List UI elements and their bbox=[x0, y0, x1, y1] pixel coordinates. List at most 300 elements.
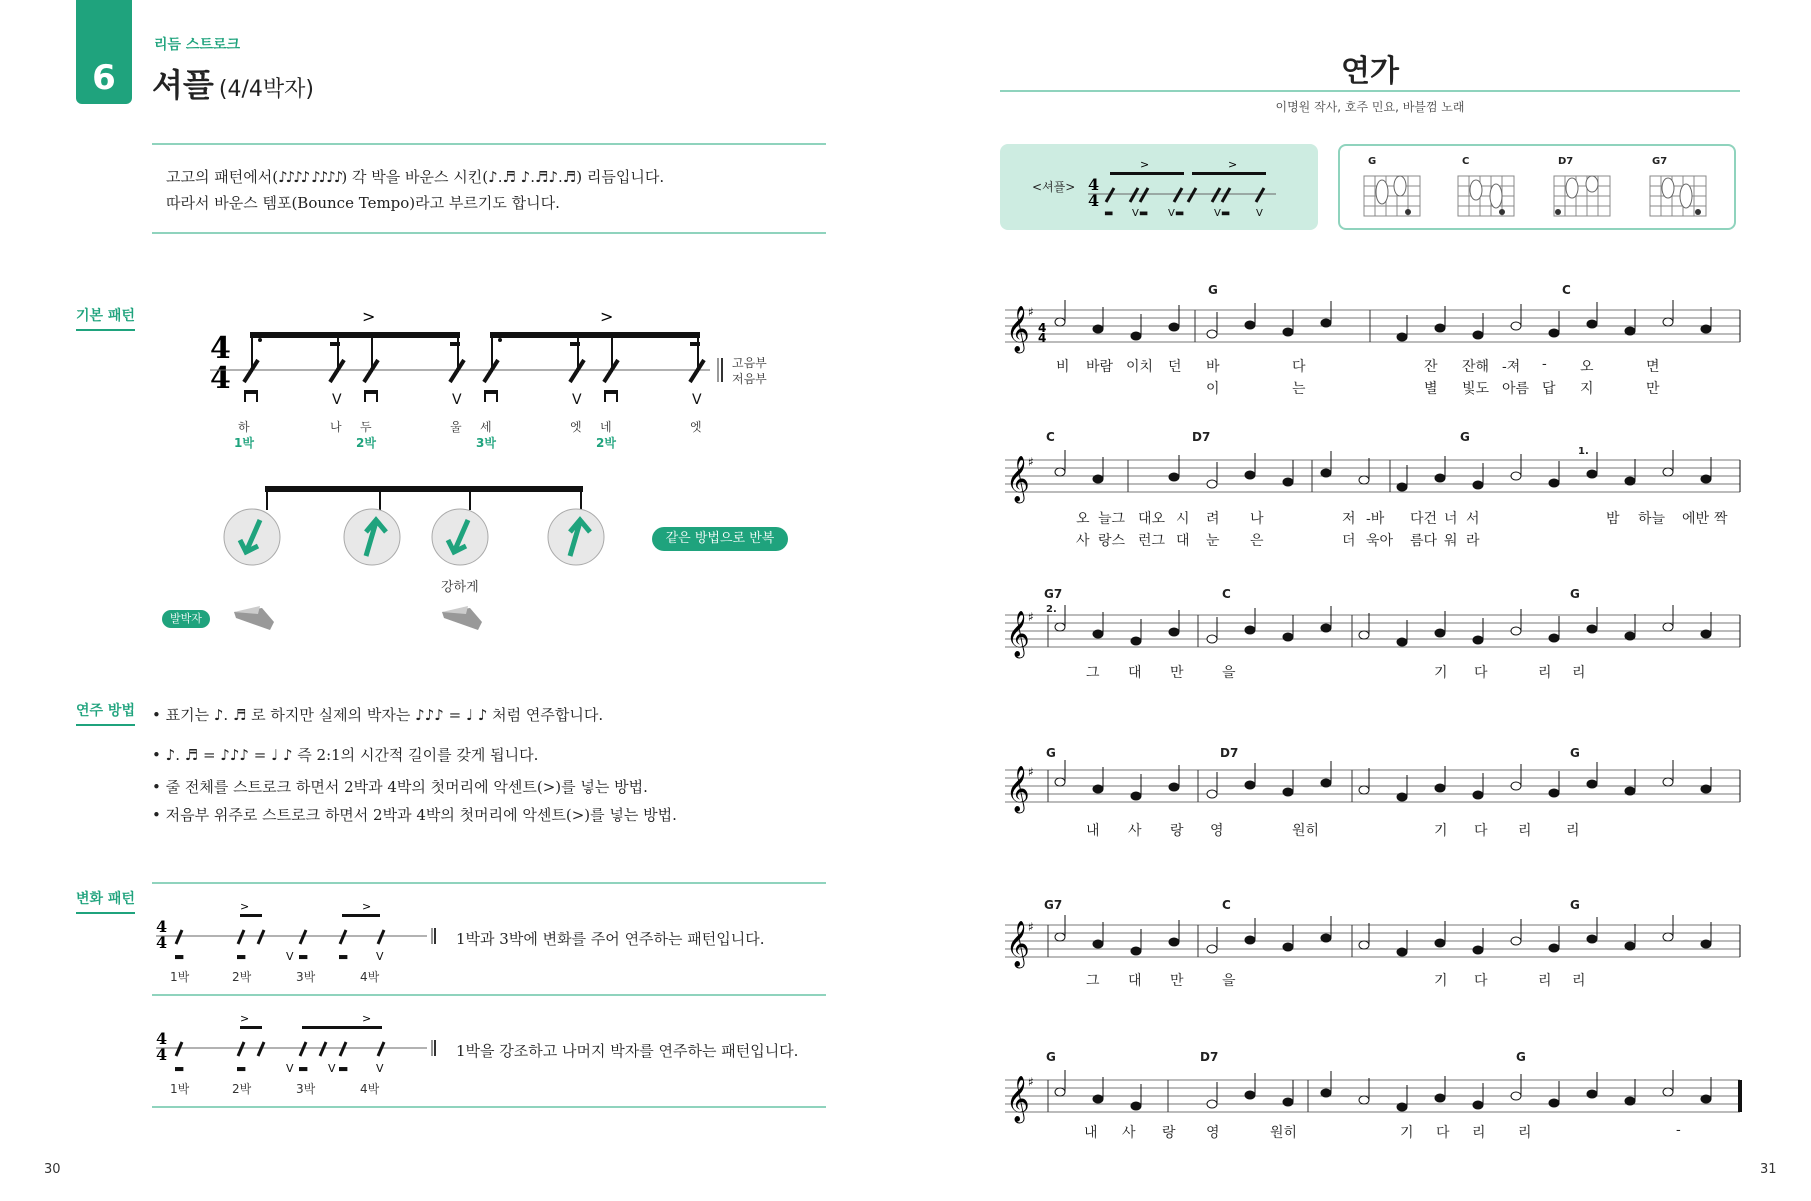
lyric-syllable: 다 bbox=[1474, 823, 1488, 839]
lyric-syllable: 눈 bbox=[1206, 533, 1220, 549]
note bbox=[1093, 785, 1103, 793]
svg-text:V▬: V▬ bbox=[1132, 208, 1149, 219]
svg-text:♯: ♯ bbox=[1028, 1075, 1034, 1089]
note bbox=[1131, 1102, 1141, 1110]
treble-clef-icon: 𝄞 bbox=[1006, 611, 1030, 657]
lyric-syllable: 대 bbox=[1176, 533, 1190, 549]
note bbox=[1321, 319, 1331, 327]
svg-text:V▬: V▬ bbox=[1214, 208, 1231, 219]
note bbox=[1207, 790, 1217, 798]
note bbox=[1245, 936, 1255, 944]
lyric-syllable: 오 bbox=[1076, 511, 1090, 527]
lyric-syllable: 서 bbox=[1466, 511, 1480, 527]
note bbox=[1473, 1101, 1483, 1109]
treble-clef-icon: 𝄞 bbox=[1006, 456, 1030, 502]
variation-desc-2: 1박을 강조하고 나머지 박자를 연주하는 패턴입니다. bbox=[456, 1042, 799, 1060]
score bbox=[1000, 280, 1745, 1140]
svg-text:>: > bbox=[600, 307, 614, 326]
lyric-syllable: 면 bbox=[1646, 359, 1660, 375]
repeat-badge: 같은 방법으로 반복 bbox=[652, 527, 788, 551]
method-item-3: • 줄 전체를 스트로크 하면서 2박과 4박의 첫머리에 악센트(>)를 넣는 방법. bbox=[152, 778, 648, 796]
note bbox=[1663, 933, 1673, 941]
lyric-syllable: 기 bbox=[1400, 1125, 1414, 1141]
var2-beat-2: 2박 bbox=[232, 1082, 252, 1096]
note bbox=[1283, 478, 1293, 486]
accent-note: 강하게 bbox=[441, 580, 479, 595]
note bbox=[1207, 1100, 1217, 1108]
lyric-syllable: 만 bbox=[1170, 973, 1184, 989]
count-6: 엣 bbox=[570, 420, 582, 434]
lyric-syllable: 라 bbox=[1466, 533, 1480, 549]
lyric-syllable: 저 bbox=[1342, 511, 1356, 527]
intro-line1: 고고의 패턴에서(♪♪♪♪ ♪♪♪♪) 각 박을 바운스 시킨(♪.♬ ♪.♬♪.♬) 리듬입니다. bbox=[166, 168, 665, 186]
lyric-syllable: 늘그 bbox=[1098, 511, 1126, 527]
lyric-syllable: 대 bbox=[1128, 665, 1142, 681]
lyric-syllable: 는 bbox=[1292, 381, 1306, 397]
note bbox=[1169, 473, 1179, 481]
lyric-syllable: 은 bbox=[1250, 533, 1264, 549]
note bbox=[1321, 1089, 1331, 1097]
lyric-syllable: 너 bbox=[1444, 511, 1458, 527]
lyric-syllable: 잔 bbox=[1424, 359, 1438, 375]
note bbox=[1169, 938, 1179, 946]
sys5-chord-2: C bbox=[1222, 898, 1231, 912]
note bbox=[1321, 624, 1331, 632]
note bbox=[1245, 321, 1255, 329]
lyric-syllable: 사 bbox=[1076, 533, 1090, 549]
note bbox=[1511, 472, 1521, 480]
var1-beat-3: 3박 bbox=[296, 970, 316, 984]
svg-text:>: > bbox=[1228, 158, 1238, 171]
note bbox=[1663, 468, 1673, 476]
lyric-syllable: 만 bbox=[1646, 381, 1660, 397]
note bbox=[1701, 630, 1711, 638]
svg-text:♯: ♯ bbox=[1028, 920, 1034, 934]
note bbox=[1283, 328, 1293, 336]
lyric-syllable: 을 bbox=[1222, 973, 1236, 989]
lyric-syllable: 기 bbox=[1434, 823, 1448, 839]
svg-text:V: V bbox=[452, 392, 462, 408]
lyric-syllable: 런그 bbox=[1138, 533, 1166, 549]
note bbox=[1321, 779, 1331, 787]
svg-text:▬: ▬ bbox=[298, 950, 309, 963]
note bbox=[1663, 778, 1673, 786]
lyric-syllable: 리 bbox=[1538, 973, 1552, 989]
lyric-syllable: 리 bbox=[1518, 823, 1532, 839]
shoe-icon bbox=[232, 602, 276, 632]
lyric-syllable: 내 bbox=[1086, 823, 1100, 839]
lyric-syllable: 지 bbox=[1580, 381, 1594, 397]
variation-label: 변화 패턴 bbox=[76, 888, 135, 908]
note bbox=[1549, 789, 1559, 797]
lyric-syllable: 려 bbox=[1206, 511, 1220, 527]
lyric-syllable: 원히 bbox=[1292, 823, 1320, 839]
lyric-syllable: 기 bbox=[1434, 665, 1448, 681]
lyric-syllable: 바 bbox=[1206, 359, 1220, 375]
svg-text:4: 4 bbox=[156, 1045, 168, 1064]
lyric-syllable: 리 bbox=[1472, 1125, 1486, 1141]
note bbox=[1663, 1088, 1673, 1096]
note bbox=[1093, 940, 1103, 948]
beat-4: 2박 bbox=[596, 436, 616, 450]
sys2-chord-1: C bbox=[1046, 430, 1055, 444]
lyric-syllable: 답 bbox=[1542, 381, 1556, 397]
note bbox=[1625, 477, 1635, 485]
lyric-syllable: 다 bbox=[1436, 1125, 1450, 1141]
note bbox=[1435, 324, 1445, 332]
note bbox=[1701, 785, 1711, 793]
note bbox=[1549, 479, 1559, 487]
note bbox=[1397, 793, 1407, 801]
lyric-syllable: 사 bbox=[1122, 1125, 1136, 1141]
method-item-1: • 표기는 ♪. ♬ 로 하지만 실제의 박자는 ♪♪♪ = ♩ ♪ 처럼 연주합니다. bbox=[152, 706, 604, 724]
beat-3: 3박 bbox=[476, 436, 496, 450]
note bbox=[1321, 469, 1331, 477]
note bbox=[1245, 781, 1255, 789]
lyric-syllable: 워 bbox=[1444, 533, 1458, 549]
beat-2: 2박 bbox=[356, 436, 376, 450]
lyric-syllable: 원히 bbox=[1270, 1125, 1298, 1141]
staff-label-high: 고음부 bbox=[732, 356, 767, 370]
sys2-chord-3: G bbox=[1460, 430, 1470, 444]
lyric-syllable: 다 bbox=[1292, 359, 1306, 375]
note bbox=[1701, 325, 1711, 333]
var1-beat-4: 4박 bbox=[360, 970, 380, 984]
lyric-syllable: 대오 bbox=[1138, 511, 1166, 527]
svg-text:▬: ▬ bbox=[174, 1062, 185, 1075]
sys5-chord-1: G7 bbox=[1044, 898, 1063, 912]
note bbox=[1625, 787, 1635, 795]
lyric-syllable: - bbox=[1542, 356, 1547, 372]
note bbox=[1055, 1088, 1065, 1096]
note bbox=[1245, 1091, 1255, 1099]
sys3-chord-3: G bbox=[1570, 587, 1580, 601]
svg-text:4: 4 bbox=[210, 331, 231, 366]
sys4-chord-2: D7 bbox=[1220, 746, 1239, 760]
staff-system-2 bbox=[1005, 450, 1740, 504]
song-title: 연가 bbox=[1341, 54, 1399, 89]
time-signature bbox=[210, 331, 231, 396]
intro-line2: 따라서 바운스 템포(Bounce Tempo)라고 부르기도 합니다. bbox=[166, 194, 560, 212]
treble-clef-icon: 𝄞 bbox=[1006, 306, 1030, 352]
lyric-syllable: 리 bbox=[1566, 823, 1580, 839]
treble-clef-icon: 𝄞 bbox=[1006, 766, 1030, 812]
note bbox=[1549, 944, 1559, 952]
note bbox=[1283, 943, 1293, 951]
note bbox=[1093, 1095, 1103, 1103]
staff-system-1 bbox=[1005, 300, 1740, 354]
sys3-volta: 2. bbox=[1046, 604, 1057, 615]
beat-1: 1박 bbox=[234, 436, 254, 450]
svg-text:4: 4 bbox=[210, 361, 231, 396]
svg-text:>: > bbox=[240, 900, 250, 913]
note bbox=[1397, 638, 1407, 646]
shuffle-pattern-box bbox=[1000, 144, 1318, 230]
svg-text:♯: ♯ bbox=[1028, 765, 1034, 779]
lyric-syllable: 영 bbox=[1206, 1125, 1220, 1141]
shoe-icon bbox=[440, 602, 484, 632]
note bbox=[1473, 331, 1483, 339]
lyric-syllable: 별 bbox=[1424, 381, 1438, 397]
svg-text:V▬: V▬ bbox=[1168, 208, 1185, 219]
lyric-syllable: 던 bbox=[1168, 359, 1182, 375]
lyric-syllable: 밤 bbox=[1606, 511, 1620, 527]
svg-text:▬: ▬ bbox=[236, 1062, 247, 1075]
lesson-number-box bbox=[76, 0, 132, 104]
sys6-chord-1: G bbox=[1046, 1050, 1056, 1064]
svg-text:V: V bbox=[286, 1062, 294, 1075]
shuffle-notation bbox=[1086, 154, 1286, 224]
note bbox=[1435, 784, 1445, 792]
lyric-syllable: 나 bbox=[1250, 511, 1264, 527]
chord-diagram-label-g7: G7 bbox=[1652, 156, 1668, 167]
note bbox=[1511, 322, 1521, 330]
note bbox=[1169, 323, 1179, 331]
lyric-syllable: 랑 bbox=[1170, 823, 1184, 839]
note bbox=[1321, 934, 1331, 942]
lyric-syllable: 대 bbox=[1128, 973, 1142, 989]
note bbox=[1055, 468, 1065, 476]
svg-text:▬: ▬ bbox=[338, 1062, 349, 1075]
variation-desc-1: 1박과 3박에 변화를 주어 연주하는 패턴입니다. bbox=[456, 930, 765, 948]
down-arrow-icon bbox=[432, 509, 488, 565]
lesson-number: 6 bbox=[92, 58, 116, 98]
treble-clef-icon: 𝄞 bbox=[1006, 921, 1030, 967]
up-arrow-icon bbox=[344, 509, 400, 565]
lyric-syllable: 이치 bbox=[1126, 359, 1154, 375]
note bbox=[1207, 330, 1217, 338]
lyric-syllable: 을 bbox=[1222, 665, 1236, 681]
note bbox=[1397, 483, 1407, 491]
note bbox=[1701, 475, 1711, 483]
note bbox=[1625, 632, 1635, 640]
sys2-volta: 1. bbox=[1578, 446, 1589, 457]
staff-system-5 bbox=[1005, 915, 1740, 969]
sys6-chord-2: D7 bbox=[1200, 1050, 1219, 1064]
note bbox=[1587, 470, 1597, 478]
note bbox=[1055, 318, 1065, 326]
svg-text:4: 4 bbox=[1038, 321, 1047, 335]
note bbox=[1549, 1099, 1559, 1107]
note bbox=[1587, 625, 1597, 633]
svg-text:V: V bbox=[376, 950, 384, 963]
note bbox=[1663, 318, 1673, 326]
lyric-syllable: 아름 bbox=[1502, 381, 1530, 397]
note bbox=[1359, 631, 1369, 639]
note bbox=[1397, 1103, 1407, 1111]
svg-text:4: 4 bbox=[156, 933, 168, 952]
foot-badge: 발박자 bbox=[162, 610, 210, 628]
svg-text:▬: ▬ bbox=[338, 950, 349, 963]
svg-text:V: V bbox=[1256, 208, 1263, 219]
chord-diagram-box bbox=[1338, 144, 1736, 230]
svg-text:▬: ▬ bbox=[174, 950, 185, 963]
title-main: 셔플 bbox=[152, 66, 214, 104]
page-number-left: 30 bbox=[44, 1162, 61, 1177]
note bbox=[1511, 782, 1521, 790]
page-title bbox=[152, 60, 314, 106]
svg-text:4: 4 bbox=[156, 917, 168, 936]
staff-system-3 bbox=[1005, 605, 1740, 659]
svg-text:V: V bbox=[376, 1062, 384, 1075]
note bbox=[1435, 1094, 1445, 1102]
sys6-chord-3: G bbox=[1516, 1050, 1526, 1064]
note bbox=[1245, 471, 1255, 479]
note bbox=[1587, 1090, 1597, 1098]
note bbox=[1359, 941, 1369, 949]
note bbox=[1283, 1098, 1293, 1106]
variation-notation-2 bbox=[152, 1012, 442, 1082]
note bbox=[1587, 935, 1597, 943]
lyric-syllable: -져 bbox=[1502, 359, 1521, 375]
lyric-syllable: 그 bbox=[1086, 973, 1100, 989]
basic-pattern-label: 기본 패턴 bbox=[76, 305, 135, 325]
lyric-syllable: 만 bbox=[1170, 665, 1184, 681]
svg-text:♯: ♯ bbox=[1028, 305, 1034, 319]
note bbox=[1473, 481, 1483, 489]
note bbox=[1359, 786, 1369, 794]
strum-arrows bbox=[220, 480, 620, 570]
count-5: 세 bbox=[480, 420, 492, 434]
svg-text:V: V bbox=[692, 392, 702, 408]
lyric-syllable: 리 bbox=[1538, 665, 1552, 681]
svg-text:>: > bbox=[362, 900, 372, 913]
note bbox=[1131, 332, 1141, 340]
lyric-syllable: 리 bbox=[1518, 1125, 1532, 1141]
staff-label-low: 저음부 bbox=[732, 372, 767, 386]
sys4-chord-1: G bbox=[1046, 746, 1056, 760]
note bbox=[1625, 1097, 1635, 1105]
svg-text:▬: ▬ bbox=[236, 950, 247, 963]
note bbox=[1587, 780, 1597, 788]
var2-beat-4: 4박 bbox=[360, 1082, 380, 1096]
lyric-syllable: 리 bbox=[1572, 973, 1586, 989]
note bbox=[1397, 333, 1407, 341]
count-7: 네 bbox=[600, 420, 612, 434]
lyric-syllable: 짝 bbox=[1714, 511, 1728, 527]
basic-pattern-notation bbox=[200, 300, 800, 500]
svg-text:4: 4 bbox=[1038, 331, 1047, 345]
note bbox=[1625, 327, 1635, 335]
sys1-chord-2: C bbox=[1562, 283, 1571, 297]
var1-beat-1: 1박 bbox=[170, 970, 190, 984]
svg-text:V: V bbox=[328, 1062, 336, 1075]
note bbox=[1435, 629, 1445, 637]
chord-diagram-label-d7: D7 bbox=[1558, 156, 1574, 167]
lyric-syllable: 에반 bbox=[1682, 511, 1710, 527]
var2-beat-3: 3박 bbox=[296, 1082, 316, 1096]
note bbox=[1511, 627, 1521, 635]
note bbox=[1131, 637, 1141, 645]
chord-grids bbox=[1360, 172, 1730, 228]
svg-text:4: 4 bbox=[1088, 191, 1100, 210]
lyric-syllable: 다건 bbox=[1410, 511, 1438, 527]
note bbox=[1093, 630, 1103, 638]
sys3-chord-1: G7 bbox=[1044, 587, 1063, 601]
lyric-syllable: 랑 bbox=[1162, 1125, 1176, 1141]
note bbox=[1207, 945, 1217, 953]
note bbox=[1093, 325, 1103, 333]
count-1: 하 bbox=[238, 420, 250, 434]
note bbox=[1473, 791, 1483, 799]
note bbox=[1131, 792, 1141, 800]
note bbox=[1169, 628, 1179, 636]
note bbox=[1473, 636, 1483, 644]
note bbox=[1397, 948, 1407, 956]
var1-beat-2: 2박 bbox=[232, 970, 252, 984]
note bbox=[1549, 634, 1559, 642]
sys2-chord-2: D7 bbox=[1192, 430, 1211, 444]
lyric-syllable: 오 bbox=[1580, 359, 1594, 375]
lyric-syllable: 잔해 bbox=[1462, 359, 1490, 375]
count-3: 두 bbox=[360, 420, 372, 434]
lyric-syllable: 빛도 bbox=[1462, 381, 1490, 397]
note bbox=[1283, 633, 1293, 641]
sys3-chord-2: C bbox=[1222, 587, 1231, 601]
note bbox=[1093, 475, 1103, 483]
sys5-chord-3: G bbox=[1570, 898, 1580, 912]
method-item-2: • ♪. ♬ = ♪♪♪ = ♩ ♪ 즉 2:1의 시간적 길이를 갖게 됩니다. bbox=[152, 746, 539, 764]
svg-text:V: V bbox=[286, 950, 294, 963]
note bbox=[1435, 474, 1445, 482]
lyric-syllable: 더 bbox=[1342, 533, 1356, 549]
lyric-syllable: 랑스 bbox=[1098, 533, 1126, 549]
svg-text:4: 4 bbox=[156, 1029, 168, 1048]
lyric-syllable: 내 bbox=[1084, 1125, 1098, 1141]
lyric-syllable: 다 bbox=[1474, 665, 1488, 681]
note bbox=[1701, 1095, 1711, 1103]
svg-text:>: > bbox=[240, 1012, 250, 1025]
svg-text:V: V bbox=[572, 392, 582, 408]
category-label: 리듬 스트로크 bbox=[154, 37, 241, 53]
note bbox=[1055, 778, 1065, 786]
staff-system-4 bbox=[1005, 760, 1740, 814]
page-number-right: 31 bbox=[1760, 1162, 1777, 1177]
note bbox=[1701, 940, 1711, 948]
sys1-chord-1: G bbox=[1208, 283, 1218, 297]
count-4: 울 bbox=[450, 420, 462, 434]
lyric-syllable: 하늘 bbox=[1638, 511, 1666, 527]
treble-clef-icon: 𝄞 bbox=[1006, 1076, 1030, 1122]
lyric-syllable: - bbox=[1676, 1122, 1681, 1138]
lyric-syllable: 사 bbox=[1128, 823, 1142, 839]
svg-text:V: V bbox=[332, 392, 342, 408]
staff-system-6 bbox=[1005, 1070, 1740, 1124]
lyric-syllable: -바 bbox=[1366, 511, 1385, 527]
svg-text:>: > bbox=[362, 307, 376, 326]
note bbox=[1283, 788, 1293, 796]
shuffle-label: <셔플> bbox=[1032, 180, 1076, 194]
lyric-syllable: 름다 bbox=[1410, 533, 1438, 549]
lyric-syllable: 리 bbox=[1572, 665, 1586, 681]
note bbox=[1625, 942, 1635, 950]
var2-beat-1: 1박 bbox=[170, 1082, 190, 1096]
lyric-syllable: 그 bbox=[1086, 665, 1100, 681]
play-method-label: 연주 방법 bbox=[76, 700, 135, 720]
svg-text:♯: ♯ bbox=[1028, 455, 1034, 469]
down-arrow-icon bbox=[224, 509, 280, 565]
note bbox=[1245, 626, 1255, 634]
lyric-syllable: 욱아 bbox=[1366, 533, 1394, 549]
note bbox=[1435, 939, 1445, 947]
svg-text:>: > bbox=[362, 1012, 372, 1025]
up-arrow-icon bbox=[548, 509, 604, 565]
count-2: 나 bbox=[330, 420, 342, 434]
note bbox=[1207, 480, 1217, 488]
lyric-syllable: 다 bbox=[1474, 973, 1488, 989]
method-item-4: • 저음부 위주로 스트로크 하면서 2박과 4박의 첫머리에 악센트(>)를 넣는 방법. bbox=[152, 806, 677, 824]
lyric-syllable: 기 bbox=[1434, 973, 1448, 989]
